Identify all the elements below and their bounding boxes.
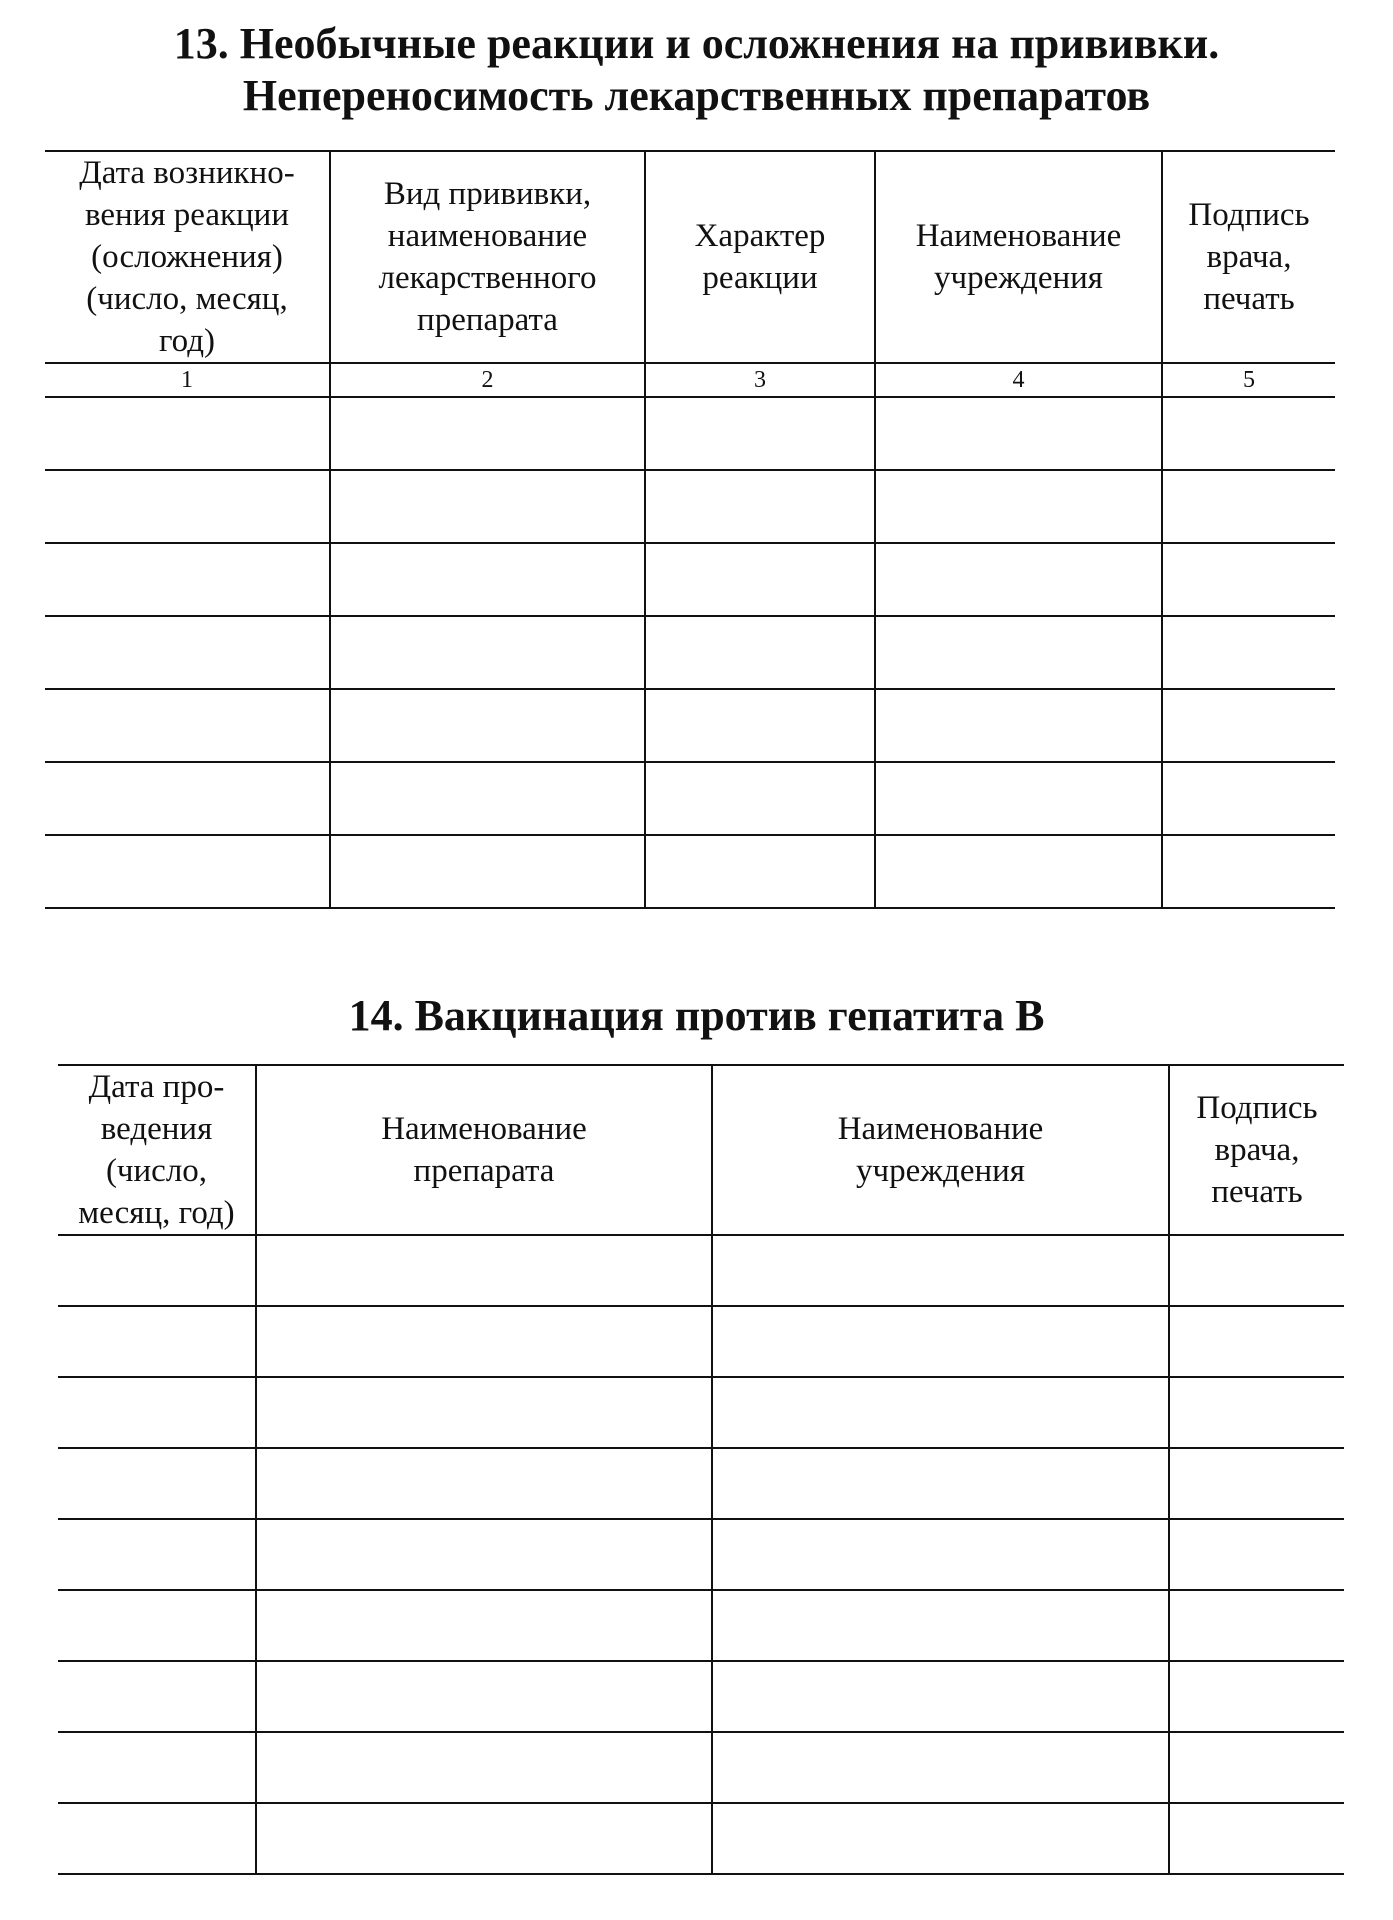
table-cell[interactable] — [875, 835, 1162, 908]
column-number: 4 — [875, 363, 1162, 397]
table-cell[interactable] — [256, 1590, 712, 1661]
table-cell[interactable] — [875, 616, 1162, 689]
table-cell[interactable] — [45, 762, 330, 835]
table-cell[interactable] — [875, 689, 1162, 762]
table-row — [45, 762, 1335, 835]
column-header-reaction-date: Дата возникно- вения реакции (осложнения) (число, месяц, год) — [45, 151, 330, 363]
table-cell[interactable] — [645, 835, 875, 908]
table-cell[interactable] — [1162, 470, 1335, 543]
table-cell[interactable] — [330, 762, 645, 835]
table-cell[interactable] — [712, 1519, 1169, 1590]
table-cell[interactable] — [1162, 762, 1335, 835]
table-cell[interactable] — [712, 1235, 1169, 1306]
table-cell[interactable] — [712, 1590, 1169, 1661]
table-header-row — [45, 151, 1335, 363]
column-header-signature: Подпись врача, печать — [1169, 1065, 1344, 1235]
table-cell[interactable] — [1162, 543, 1335, 616]
table-row — [58, 1306, 1344, 1377]
table-row — [58, 1519, 1344, 1590]
table-row — [45, 616, 1335, 689]
table-cell[interactable] — [330, 689, 645, 762]
table-cell[interactable] — [712, 1803, 1169, 1874]
table-cell[interactable] — [875, 470, 1162, 543]
section-13-title — [0, 18, 1393, 122]
section-13-title-line-2: Непереносимость лекарственных препаратов — [242, 71, 1151, 120]
table-row — [45, 835, 1335, 908]
column-header-institution: Наименование учреждения — [712, 1065, 1169, 1235]
table-cell[interactable] — [330, 470, 645, 543]
section-13-title-line-1: 13. Необычные реакции и осложнения на прививки. — [173, 19, 1220, 68]
table-row — [58, 1448, 1344, 1519]
column-number: 1 — [45, 363, 330, 397]
table-row — [45, 397, 1335, 470]
table-cell[interactable] — [712, 1377, 1169, 1448]
table-cell[interactable] — [45, 835, 330, 908]
column-header-vaccination-date: Дата про- ведения (число, месяц, год) — [58, 1065, 256, 1235]
table-cell[interactable] — [256, 1235, 712, 1306]
table-cell[interactable] — [1169, 1377, 1344, 1448]
table-cell[interactable] — [1169, 1661, 1344, 1732]
table-cell[interactable] — [256, 1448, 712, 1519]
column-header-institution: Наименование учреждения — [875, 151, 1162, 363]
table-row — [45, 689, 1335, 762]
table-cell[interactable] — [1162, 616, 1335, 689]
table-cell[interactable] — [45, 689, 330, 762]
table-cell[interactable] — [330, 835, 645, 908]
column-number: 3 — [645, 363, 875, 397]
table-cell[interactable] — [58, 1519, 256, 1590]
hepatitis-b-vaccination-table — [58, 1064, 1344, 1875]
table-cell[interactable] — [45, 397, 330, 470]
table-cell[interactable] — [330, 543, 645, 616]
table-cell[interactable] — [58, 1448, 256, 1519]
column-header-reaction-type: Характер реакции — [645, 151, 875, 363]
table-cell[interactable] — [1169, 1235, 1344, 1306]
table-cell[interactable] — [256, 1519, 712, 1590]
table-cell[interactable] — [1162, 689, 1335, 762]
table-cell[interactable] — [645, 762, 875, 835]
column-number-row — [45, 363, 1335, 397]
table-cell[interactable] — [1169, 1732, 1344, 1803]
table-row — [45, 470, 1335, 543]
table-cell[interactable] — [1169, 1519, 1344, 1590]
table-cell[interactable] — [45, 616, 330, 689]
section-14-title-text: 14. Вакцинация против гепатита B — [348, 991, 1045, 1040]
table-cell[interactable] — [712, 1661, 1169, 1732]
table-cell[interactable] — [256, 1803, 712, 1874]
table-row — [58, 1235, 1344, 1306]
table-cell[interactable] — [58, 1235, 256, 1306]
table-cell[interactable] — [712, 1448, 1169, 1519]
table-row — [58, 1590, 1344, 1661]
table-cell[interactable] — [256, 1377, 712, 1448]
table-cell[interactable] — [58, 1306, 256, 1377]
table-cell[interactable] — [645, 689, 875, 762]
table-cell[interactable] — [712, 1732, 1169, 1803]
table-cell[interactable] — [58, 1732, 256, 1803]
table-cell[interactable] — [645, 543, 875, 616]
table-cell[interactable] — [1162, 835, 1335, 908]
table-cell[interactable] — [645, 470, 875, 543]
column-number: 5 — [1162, 363, 1335, 397]
table-cell[interactable] — [1169, 1590, 1344, 1661]
table-cell[interactable] — [875, 543, 1162, 616]
table-cell[interactable] — [1169, 1803, 1344, 1874]
table-cell[interactable] — [58, 1803, 256, 1874]
table-cell[interactable] — [256, 1732, 712, 1803]
table-cell[interactable] — [875, 762, 1162, 835]
column-header-drug-name: Наименование препарата — [256, 1065, 712, 1235]
table-cell[interactable] — [45, 470, 330, 543]
table-cell[interactable] — [330, 397, 645, 470]
table-cell[interactable] — [712, 1306, 1169, 1377]
table-cell[interactable] — [1162, 397, 1335, 470]
table-cell[interactable] — [256, 1661, 712, 1732]
table-cell[interactable] — [256, 1306, 712, 1377]
table-cell[interactable] — [645, 397, 875, 470]
table-row — [45, 543, 1335, 616]
table-cell[interactable] — [645, 616, 875, 689]
table-row — [58, 1732, 1344, 1803]
table-cell[interactable] — [1169, 1306, 1344, 1377]
table-row — [58, 1661, 1344, 1732]
table-cell[interactable] — [58, 1661, 256, 1732]
table-row — [58, 1803, 1344, 1874]
table-cell[interactable] — [58, 1377, 256, 1448]
table-row — [58, 1377, 1344, 1448]
table-cell[interactable] — [1169, 1448, 1344, 1519]
column-header-vaccine-drug: Вид прививки, наименование лекарственного препарата — [330, 151, 645, 363]
table-cell[interactable] — [45, 543, 330, 616]
table-cell[interactable] — [58, 1590, 256, 1661]
table-header-row — [58, 1065, 1344, 1235]
section-14-title — [0, 990, 1393, 1042]
column-number: 2 — [330, 363, 645, 397]
table-cell[interactable] — [330, 616, 645, 689]
table-cell[interactable] — [875, 397, 1162, 470]
adverse-reactions-table — [45, 150, 1335, 909]
column-header-signature: Подпись врача, печать — [1162, 151, 1335, 363]
